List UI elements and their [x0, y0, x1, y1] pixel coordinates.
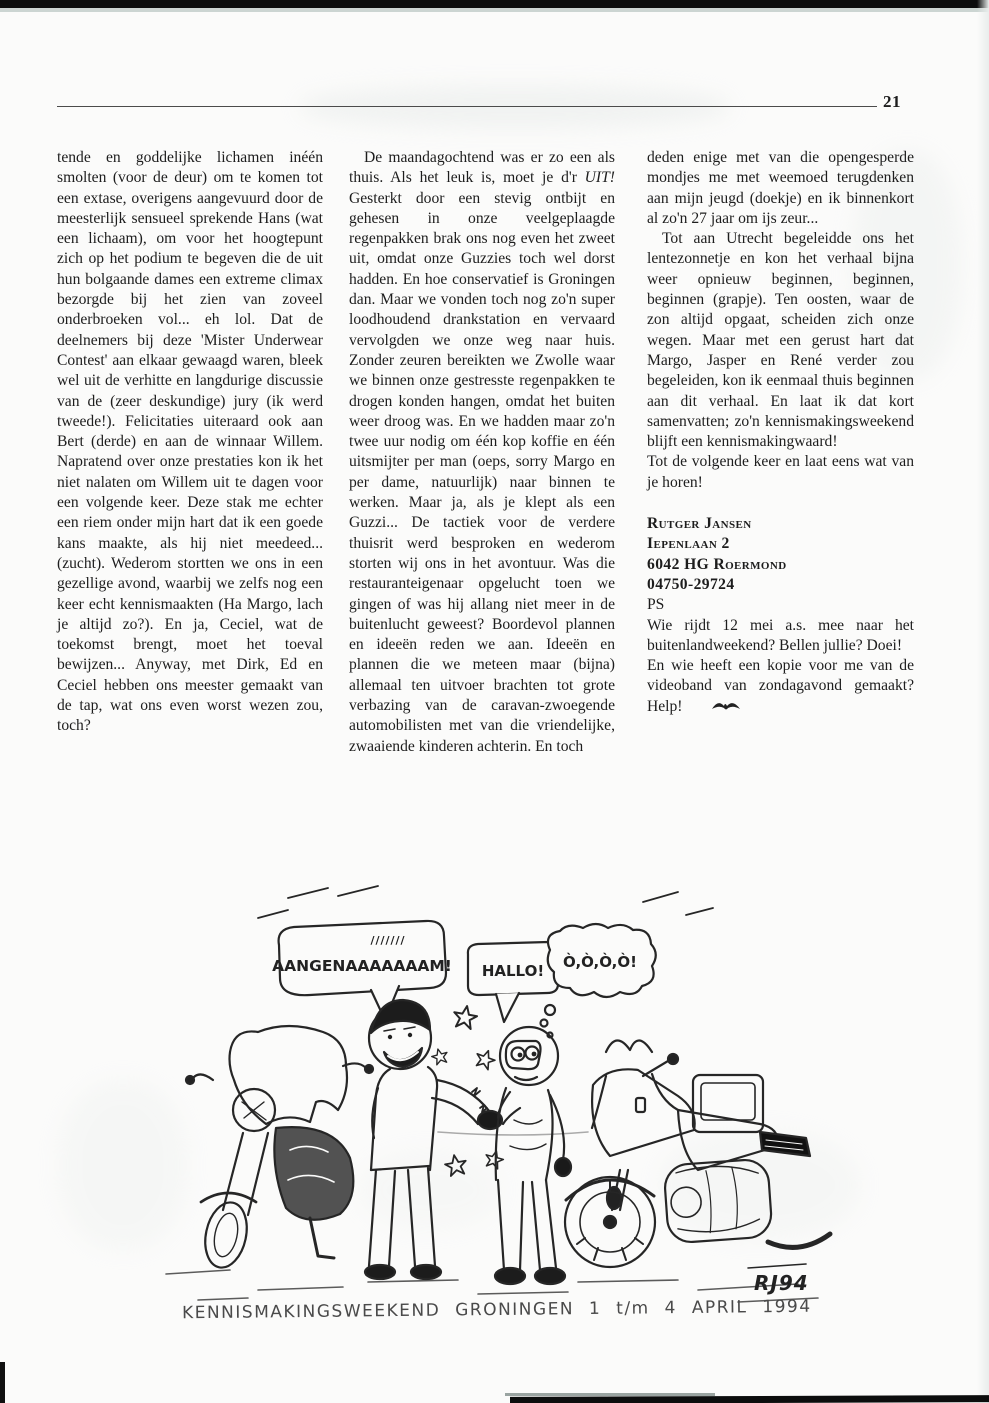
ps-paragraph: Wie rijdt 12 mei a.s. mee naar het buitenlandweekend? Bellen jullie? Doei!: [647, 616, 914, 654]
left-rider: [365, 1000, 502, 1279]
scan-edge-shade: [977, 0, 989, 1403]
speech-bubble-left-text: AANGENAAAAAAAM!: [272, 957, 452, 975]
cartoon-drawing: [138, 870, 888, 1350]
article-column-1: [57, 148, 323, 737]
article-paragraph: tende en goddelijke lichamen inéén smolten (voor de deur) om te komen tot een extase, overigens aangevuurd door de meesterlijk sensueel sprekende Hans (wat een lichaam), om voor het hoogtepunt zich op het podium te begeven die de uit hun bolgaande dames een extreme climax bezorgde bij het zien van zoveel onderbroeken vol... eh lol. Dat de deelnemers bij deze 'Mister Underwear Contest' aan elkaar gewaagd waren, bleek wel uit de verhitte en langdurige discussie van de (zeer deskundige) jury (ik werd tweede!). Felicitaties uiteraard ook aan Bert (derde) en aan de winnaar Willem. Napratend over onze prestaties kon ik het niet nalaten om Willem uit te dagen voor een volgende keer. Deze stak me echter een riem onder mijn hart dat ik een goede kans maakte, als hij niet meedeed... (zucht). Wederom stortten we ons in een gezellige avond, waarbij we zelfs nog een keer echt kennismaakten (Ha Margo, lach je altijd zo?). En ja, Ceciel, wat de toekomst brengt, moet het toeval bewijzen... Anyway, met Dirk, Ed en Ceciel hebben ons meester gemaakt van de tap, wat ons even worst wezen zou, toch?: [57, 149, 323, 735]
author-signature-block: [647, 514, 914, 595]
left-motorcycle: [186, 1026, 373, 1271]
paragraph-text: En wie heeft een kopie voor me van de videoband van zondagavond gemaakt? Help!: [647, 657, 914, 715]
paragraph-text: De maandagochtend was er zo een als thuis. Als het leuk is, moet je d'r: [349, 149, 615, 187]
bottom-scan-bar: [510, 1395, 989, 1403]
article-paragraph: Tot aan Utrecht begeleidde ons het lentezonnetje en kon het verhaal bijna weer opnieuw beginnen, beginnen, beginnen (grapje). Ten oosten, waar de zon altijd opgaat, scheiden zich onze wegen. Maar met een gerust hart dat Margo, Jasper en René verder zou begeleiden, kon ik eenmaal thuis beginnen aan dit verhaal. En laat ik dat kort samenvatten; zo'n kennismakingsweekend blijft een kennismakingwaard!: [647, 230, 914, 451]
speech-bubble-left: [272, 921, 452, 1020]
author-name: Rutger Jansen: [647, 515, 752, 533]
article-column-3: [647, 148, 914, 717]
page-number: 21: [883, 92, 901, 111]
artist-signature-text: RJ94: [754, 1271, 809, 1295]
closing-line: Tot de volgende keer en laat eens wat van je horen!: [647, 453, 914, 491]
thought-bubble: [541, 924, 656, 1038]
speech-bubble-right-text: HALLO!: [481, 962, 545, 980]
author-street: Iepenlaan 2: [647, 535, 730, 553]
author-phone: 04750-29724: [647, 575, 735, 593]
motion-dashes: [258, 886, 713, 918]
header-rule: [57, 106, 877, 107]
thought-bubble-text: Ò,Ò,Ò,Ò!: [563, 953, 637, 971]
moto-guzzi-eagle-icon: [711, 699, 741, 712]
paragraph-text: Gesterkt door een stevig ontbijt en gehesen in onze veelgeplaagde regenpakken brak ons nog even het zweet uit, omdat onze Guzzies toch wel dorst hadden. En hoe conservatief is Groningen dan. Maar we vonden toch nog zo'n super loodhoudend drankstation en vervaard vervolgden we onze weg naar huis. Zonder zeuren bereikten we Zwolle waar we binnen onze gestresste regenpakken te drogen konden hangen, omdat het buiten weer droog was. En we hadden maar zo'n twee uur nodig om één kop koffie en één uitsmijter per man (oeps, sorry Margo en per dame, natuurlijk) naar binnen te werken. Maar ja, als je klept als een Guzzi... De tactiek voor de verdere thuisrit werd besproken en wederom storten wij ons in het avontuur. Was die restauranteigenaar opgelucht toen we gingen of was hij allang niet meer in de buitenlucht geweest? Boordevol plannen en ideeën reden we aan. Ideeën en plannen die we meteen maar (bijna) allemaal ten uitvoer brachten tot grote verbazing van de caravan-zwoegende automobilisten met van die vriendelijke, zwaaiende kinderen achterin. En toch: [349, 189, 615, 755]
article-paragraph: deden enige met van die opengesperde mondjes me met weemoed terugdenken aan mijn jeugd (doekje) en ik binnenkort al zo'n 27 jaar om ijs zeur...: [647, 149, 914, 227]
ps-label: PS: [647, 596, 665, 614]
ground-lines: [166, 1132, 818, 1302]
article-column-2: [349, 148, 615, 757]
right-rider: [495, 1027, 571, 1284]
cartoon-illustration: [138, 870, 888, 1350]
author-city: 6042 HG Roermond: [647, 555, 787, 573]
scan-bleed-artifact: [300, 86, 730, 128]
scan-edge-mark: [0, 1362, 5, 1403]
cartoon-caption: KENNISMAKINGSWEEKEND GRONINGEN 1 t/m 4 APRIL 1994: [181, 1296, 812, 1324]
speech-bubble-left-accents: ///////: [370, 934, 406, 947]
right-motorcycle: [565, 1040, 830, 1267]
article-paragraph: [349, 148, 615, 757]
top-scan-bar-shadow: [0, 8, 989, 12]
emphasized-word: UIT!: [584, 169, 615, 187]
artist-signature: [748, 1264, 809, 1295]
top-scan-bar: [0, 0, 989, 8]
ps-paragraph: [647, 656, 914, 717]
